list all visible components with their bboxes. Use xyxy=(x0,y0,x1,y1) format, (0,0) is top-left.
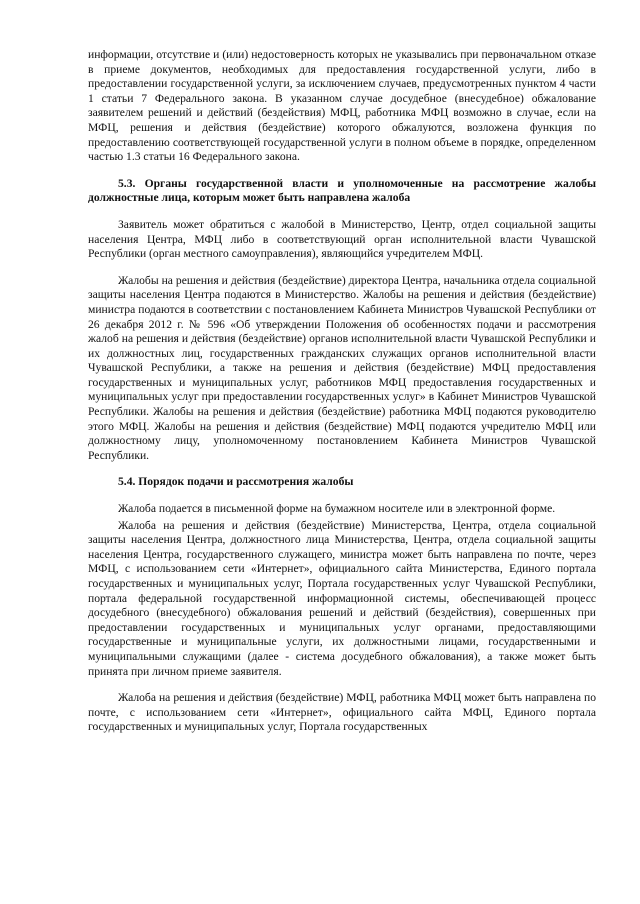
document-page xyxy=(88,48,596,735)
paragraph-5-3-2: Жалобы на решения и действия (бездействие) директора Центра, начальника отдела социальной защиты населения Центра подаются в Министерство. Жалобы на решения и действия (бездействие) министра подаются в соответствии с постановлением Кабинета Министров Чувашской Республики от 26 декабря 2012 г. № 596 «Об утверждении Положения об особенностях подачи и рассмотрения жалоб на решения и действия (бездействие) органов исполнительной власти Чувашской Республики и их должностных лиц, государственных гражданских служащих органов исполнительной власти Чувашской Республики, а также на решения и действия (бездействие) МФЦ предоставления государственных и муниципальных услуг, работников МФЦ предоставления государственных и муниципальных услуг при предоставлении государственных услуг» в Кабинет Министров Чувашской Республики. Жалобы на решения и действия (бездействие) работника МФЦ подаются руководителю этого МФЦ. Жалобы на решения и действия (бездействие) МФЦ подаются учредителю МФЦ или должностному лицу, уполномоченному постановлением Кабинета Министров Чувашской Республики. xyxy=(88,273,596,462)
paragraph-5-4-1: Жалоба подается в письменной форме на бумажном носителе или в электронной форме. xyxy=(118,502,556,516)
paragraph-5-4-3: Жалоба на решения и действия (бездействие) МФЦ, работника МФЦ может быть направлена по почте, с использованием сети «Интернет», официального сайта МФЦ, Единого портала государственных и муниципальных услуг, Портала государственных xyxy=(88,691,596,734)
paragraph-5-4-2: Жалоба на решения и действия (бездействие) Министерства, Центра, отдела социальной защиты населения Центра, должностного лица Министерства, Центра, отдела социальной защиты населения Центра, государственного служащего, министра может быть направлена по почте, через МФЦ, с использованием сети «Интернет», официального сайта Министерства, Единого портала государственных и муниципальных услуг, Портала государственных услуг Чувашской Республики, портала федеральной государственной информационной системы, обеспечивающей процесс досудебного (внесудебного) обжалования решений и действий (бездействия), совершенных при предоставлении государственных и муниципальных услуг органами, предоставляющими государственные и муниципальные услуги, их должностными лицами, государственными и муниципальными служащими (далее - система досудебного обжалования), а также может быть принята при личном приеме заявителя. xyxy=(88,518,596,678)
paragraph-5-3-1: Заявитель может обратиться с жалобой в Министерство, Центр, отдел социальной защиты населения Центра, МФЦ либо в соответствующий орган исполнительной власти Чувашской Республики (орган местного самоуправления), являющийся учредителем МФЦ. xyxy=(88,217,596,261)
section-heading-5-3: 5.3. Органы государственной власти и уполномоченные на рассмотрение жалобы должностные лица, которым может быть направлена жалоба xyxy=(88,176,596,205)
section-heading-5-4: 5.4. Порядок подачи и рассмотрения жалобы xyxy=(118,475,354,489)
paragraph-intro: информации, отсутствие и (или) недостоверность которых не указывались при первоначальном отказе в приеме документов, необходимых для предоставления государственной услуги, либо в предоставлении государственной услуги, за исключением случаев, предусмотренных пунктом 4 части 1 статьи 7 Федерального закона. В указанном случае досудебное (внесудебное) обжалование заявителем решений и действий (бездействия) МФЦ, работника МФЦ возможно в случае, если на МФЦ, решения и действия (бездействие) которого обжалуются, возложена функция по предоставлению соответствующей государственной услуги в полном объеме в порядке, определенном частью 1.3 статьи 16 Федерального закона. xyxy=(88,48,596,164)
